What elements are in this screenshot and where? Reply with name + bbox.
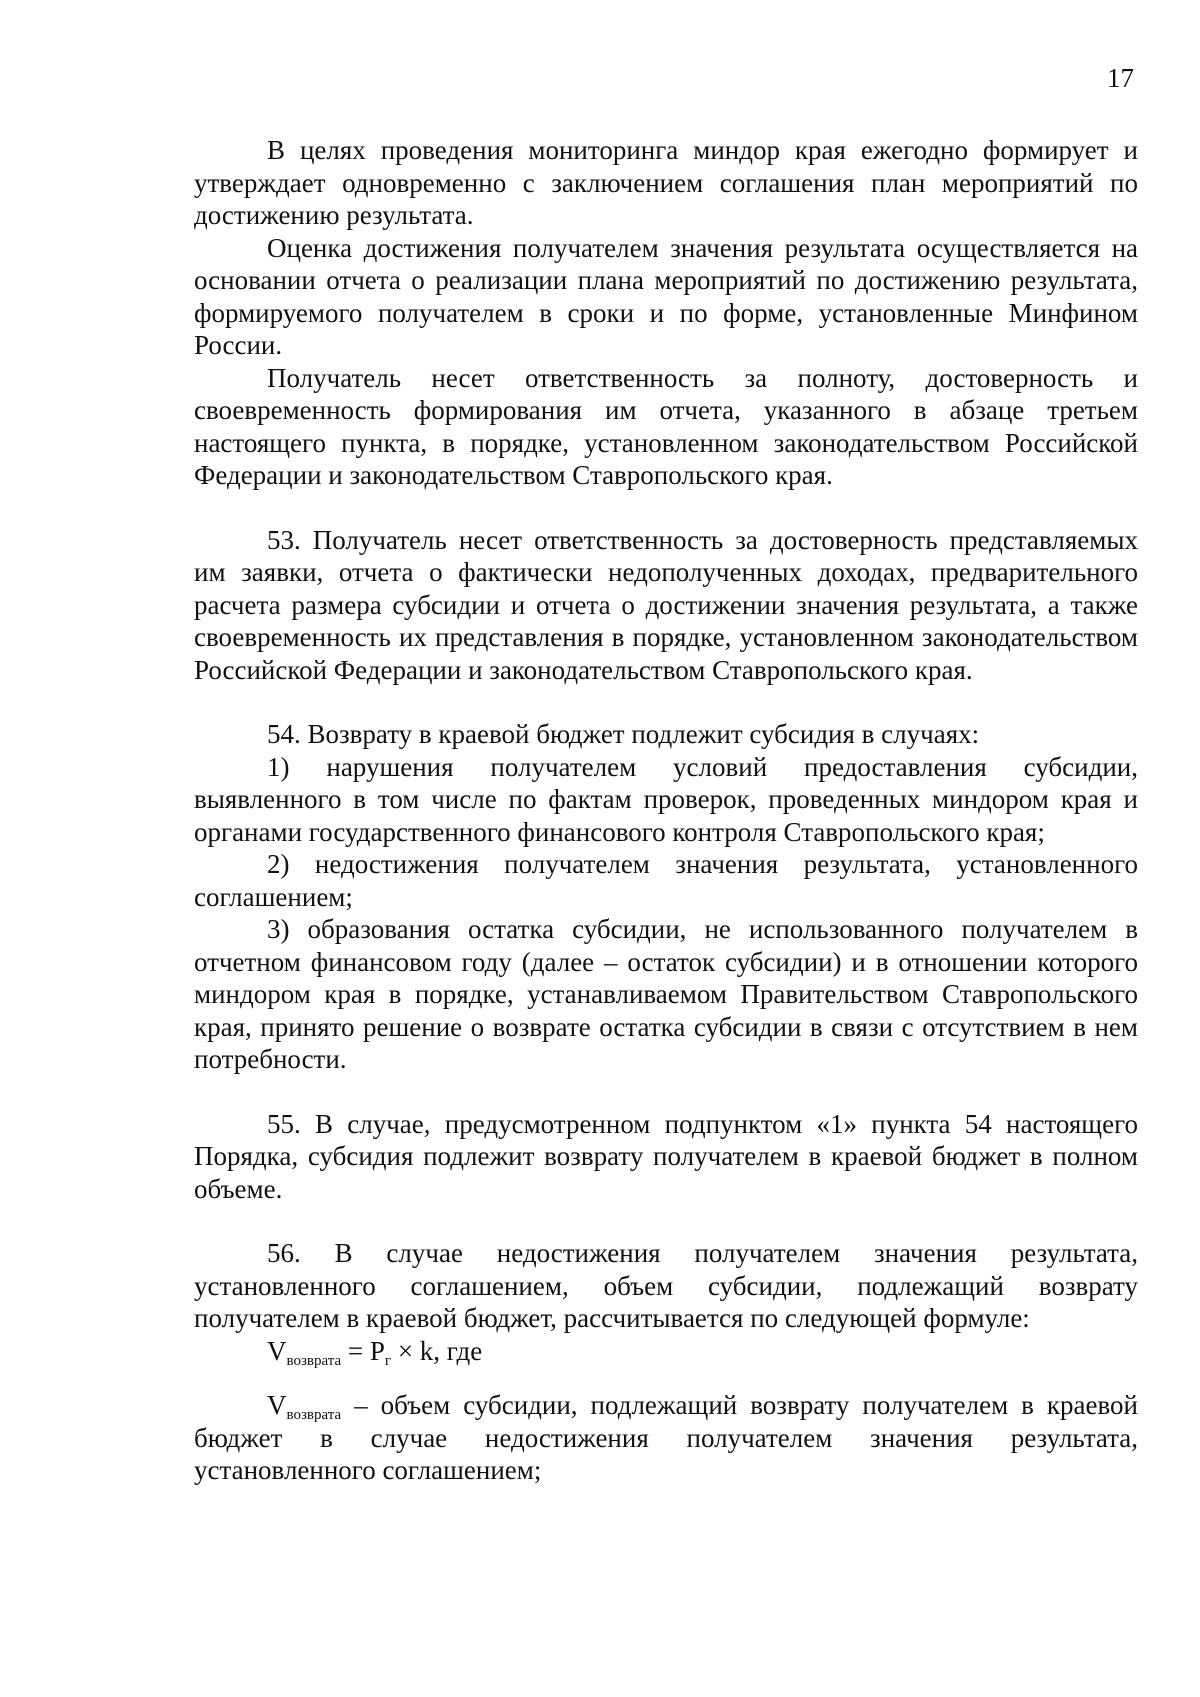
formula-equals-p: = P <box>341 1335 385 1366</box>
paragraph-item-54-sub-3: 3) образования остатка субсидии, не использованного получателем в отчетном финансовом году (далее – остаток субсидии) и в отношении которого миндором края в порядке, устанавливаемом Правительством Ставропольского края, принято решение о возврате остатка субсидии в связи с отсутствием в нем потребности. <box>194 914 1138 1074</box>
formula-v-subscript: возврата <box>286 1352 342 1369</box>
page-number: 17 <box>1107 63 1134 93</box>
paragraph-item-54: 54. Возврату в краевой бюджет подлежит субсидия в случаях: <box>267 719 980 749</box>
return-volume-formula <box>194 1335 1138 1368</box>
paragraph-item-54-sub-1: 1) нарушения получателем условий предоставления субсидии, выявленного в том числе по фактам проверок, проведенных миндором края и органами государственного финансового контроля Ставропольского края; <box>194 751 1138 847</box>
paragraph-report-responsibility: Получатель несет ответственность за полноту, достоверность и своевременность формирования им отчета, указанного в абзаце третьем настоящего пункта, в порядке, установленном законодательством Российской Федерации и законодательством Ставропольского края. <box>194 362 1138 490</box>
document-body <box>194 134 1138 1487</box>
definition-text: – объем субсидии, подлежащий возврату получателем в краевой бюджет в случае недостижения получателем значения результата, установленного соглашением; <box>194 1390 1138 1485</box>
paragraph-monitoring-plan: В целях проведения мониторинга миндор края ежегодно формирует и утверждает одновременно с заключением соглашения план мероприятий по достижению результата. <box>194 135 1138 230</box>
paragraph-item-55: 55. В случае, предусмотренном подпунктом «1» пункта 54 настоящего Порядка, субсидия подлежит возврату получателем в краевой бюджет в полном объеме. <box>194 1108 1138 1204</box>
paragraph-achievement-evaluation: Оценка достижения получателем значения результата осуществляется на основании отчета о реализации плана мероприятий по достижению результата, формируемого получателем в сроки и по форме, установленные Минфином России. <box>194 232 1138 360</box>
paragraph-item-56: 56. В случае недостижения получателем значения результата, установленного соглашением, объем субсидии, подлежащий возврату получателем в краевой бюджет, рассчитывается по следующей формуле: <box>194 1238 1138 1333</box>
definition-v-symbol: V <box>267 1390 287 1420</box>
definition-v-subscript: возврата <box>286 1407 342 1423</box>
formula-p-subscript: г <box>384 1352 392 1369</box>
paragraph-item-53: 53. Получатель несет ответственность за достоверность представляемых им заявки, отчета о фактически недополученных доходах, предварительного расчета размера субсидии и отчета о достижении значения результата, а также своевременность их представления в порядке, установленном законодательством Российской Федерации и законодательством Ставропольского края. <box>194 524 1138 685</box>
formula-rest: × k, где <box>391 1335 483 1366</box>
paragraph-formula-definition <box>194 1389 1138 1487</box>
paragraph-item-54-sub-2: 2) недостижения получателем значения результата, установленного соглашением; <box>194 849 1138 912</box>
formula-v-symbol: V <box>267 1335 287 1366</box>
